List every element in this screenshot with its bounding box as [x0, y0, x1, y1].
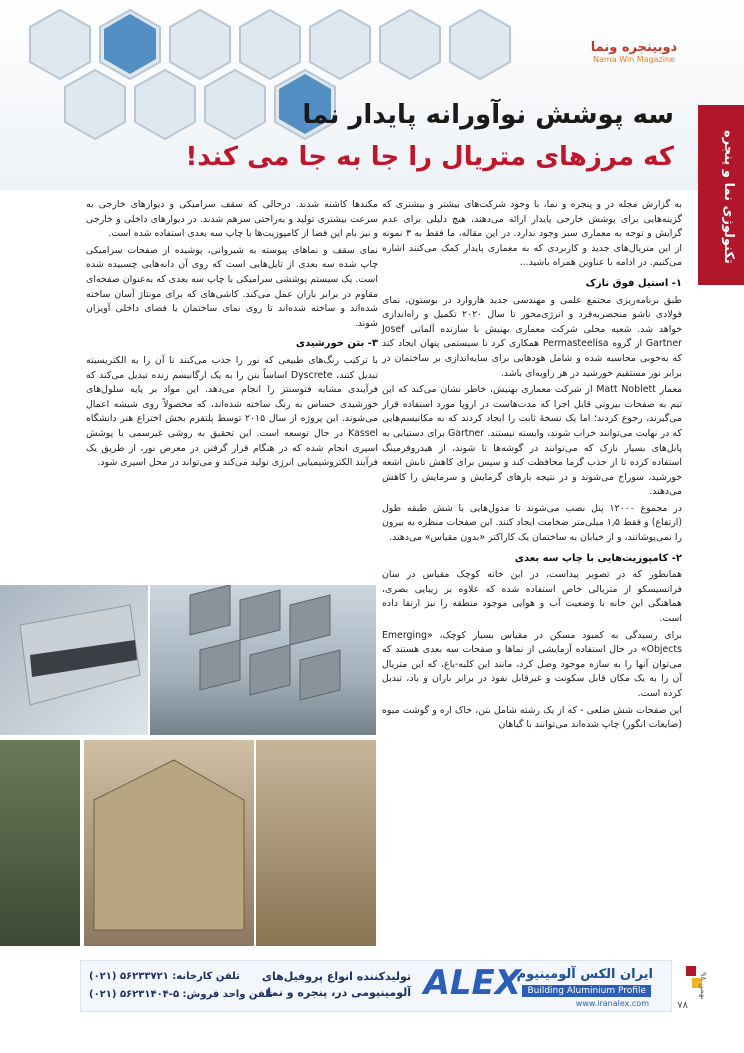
- section-heading-3: ۳- بتن خورشیدی: [295, 338, 378, 350]
- solar-concrete-tile-photo: [0, 585, 148, 735]
- section-heading-1: ۱- استیل فوق نازک: [585, 277, 682, 289]
- paragraph: با ترکیب رنگ‌های طبیعی که نور را جذب می‌کنند تا آن را به الکتریسیته تبدیل کنند، Dyscrete اساساً بتن را به یک ارگانیسم زنده تبدیل می‌کند که فرآیندی مشابه فتوسنتز را انجام می‌دهد. این مواد بر پایه سلول‌های خورشیدی حساس به رنگ ساخته شده‌اند، که محصولاً روی شیشه اعمال می‌شوند. این پروژه از سال ۲۰۱۵ توسط پلتفرم بخش اختراع هنر دانشگاه Kassel در حال توسعه است. این تحقیق به روشی غیرسمی با پوشش اسپری انجام شده که در هنگام قرار گرفتن در معرض نور، از طریق یک فرآیند الکتروشیمیایی انرژی تولید می‌کند و می‌تواند در محل اسپری شود.: [86, 354, 378, 469]
- page-number: ۷۸: [677, 1000, 688, 1011]
- article-title-line-1: سه پوشش نوآورانه پایدار نما: [302, 100, 674, 130]
- paragraph: نمای سقف و نماهای پیوسته به شیروانی، پوشیده از صفحات سرامیکی چاپ شده سه بعدی از تایل‌هایی است که روی آن دانه‌هایی چسبیده شده است. یک سیستم پوششی سرامیکی با چاپ سه بعدی که به‌عنوان صفحه‌ای مقاوم در برابر باران عمل می‌کند. کاشی‌های که برای مونتاژ آسان ساخته شده‌اند و ساخته شده‌اند تا روی نمای ساختمان یا فضای داخلی آویزان شوند.: [86, 244, 378, 329]
- paragraph: برای رسیدگی به کمبود مسکن در مقیاس بسیار کوچک، «Emerging Objects» در حال استفاده آزمایشی از نماها و صفحات سه بعدی هستند که می‌توان آنها را به سازه موجود وصل کرد، مانند این کلبه-باغ، که این متریال آن را به یک مکان قابل سکونت و غیرقابل نفوذ در برابر باران و باد، تبدیل کرده است.: [382, 629, 682, 699]
- left-column: [86, 198, 378, 473]
- paragraph: معمار Matt Noblett از شرکت معماری بهنیش، خاطر نشان می‌کند که این تیم به صفحات بیرونی قابل اجرا که مدت‌هاست در اروپا مورد استفاده قرار می‌گیرند، رجوع کردند؛ اما یک نسخهٔ ثابت را ایجاد کردند که به مکانیسم‌هایی که در نهایت می‌توانند خراب شوند، وابسته نیستند. Gartner برای دستیابی به پانل‌های بسیار نازک که می‌توانند در گوشه‌ها تا شوند، از هیدروفرمینگ استفاده کرده تا از جذب گرما محافظت کند و سپس برای کاهش تابش اشعه خورشید، سوراخ می‌شوند و در نتیجه بارهای گرمایش و سرمایش را کاهش می‌دهند.: [382, 384, 682, 498]
- tree-photo: [0, 740, 80, 946]
- intro-paragraph: به گزارش مجله در و پنجره و نما، با وجود شرکت‌های بیشتر و بیشتری که گزینه‌هایی برای پوشش خارجی پایدار ارائه می‌دهند، هیچ دلیلی برای عدم گرایش و توجه به معماری سبز وجود ندارد. در این مقاله، ما فقط به ۳ نمونه از این متریال‌های جدید و کاربردی که به معماری پایدار کمک می‌کنند اشاره می‌کنیم. در ادامه با عناوین همراه باشید...: [382, 199, 682, 269]
- sales-phone: تلفن واحد فروش: ۵-۵۶۲۳۱۴۰۴ (۰۲۱): [89, 989, 273, 1000]
- paragraph: طبق برنامه‌ریزی مجتمع علمی و مهندسی جدید هاروارد در بوستون، نمای فولادی ناشو منحصربه‌فرد و انرژی‌محور تا سال ۲۰۲۰ تکمیل و راه‌اندازی خواهد شد. شعبه محلی شرکت معماری بهنیش با سازنده آلمانی Josef Gartner از گروه Permasteelisa همکاری کرد تا سیستمی پنهان ایجاد کند که به‌خوبی محاسبه شده و شامل هودهایی برای سایه‌اندازی بر ساختمان در برابر نور مستقیم خورشید در هر زاویه‌ای باشد.: [382, 294, 682, 379]
- article-title-line-2: که مرزهای متریال را جا به جا می کند!: [185, 142, 674, 172]
- section-label: تکنولوژی نما و پنجره: [721, 130, 736, 264]
- steel-facade-photo: [150, 585, 376, 735]
- alex-logo: ALEX: [423, 963, 521, 1003]
- section-heading-2: ۲- کامپوزیت‌هایی با چاپ سه بعدی: [514, 552, 682, 564]
- paragraph: همانطور که در تصویر پیداست، در این خانه کوچک مقیاس در سان فرانسیسکو از متریالی خاص استفاده شده که علاوه بر زیبایی بصری، هماهنگی این خانه با وضعیت آب و هوایی موجود منطقه را نیز ارتقا داده است.: [382, 569, 682, 625]
- ceramic-tile-wall-photo: [256, 740, 376, 946]
- paragraph: این صفحات شش ضلعی - که از یک رشته شامل بتن، خاک اره و گوشت میوه (ضایعات انگور) چاپ شده‌اند می‌توانند با گیاهان: [382, 704, 682, 731]
- paragraph: در مجموع ۱۲۰۰۰ پنل نصب می‌شوند تا مدول‌هایی با شش طبقه طول (ارتفاع) و فقط ۱٫۵ میلی‌متر ضخامت ایجاد کنند. این صفحات منظره به بیرون را نمی‌پوشانند، و از خیابان به ساختمان یک کاراکتر «بدون مقیاس» می‌دهند.: [382, 502, 682, 544]
- advertisement-banner: [80, 960, 672, 1012]
- ad-brand-line: Building Aluminium Profile: [522, 985, 651, 997]
- magazine-logo: [584, 40, 684, 64]
- ad-tagline: تولیدکننده انواع پروفیل‌های آلومینیومی در، پنجره و نما: [261, 970, 411, 999]
- logo-text: دوبینجره ونما: [590, 40, 678, 55]
- logo-subtitle: Nama Win Magazine: [593, 55, 675, 64]
- issue-date: بهمن ۹۸: [699, 972, 708, 1000]
- factory-phone: تلفن کارخانه: ۵۶۲۳۳۷۲۱ (۰۲۱): [89, 971, 240, 982]
- right-column: [382, 198, 682, 735]
- ad-company-name: ایران الکس آلومینیوم: [516, 967, 653, 982]
- ad-website-link[interactable]: www.iranalex.com: [575, 999, 649, 1008]
- paragraph: مکندها کاشته شدند. درحالی که سقف سرامیکی و دیوارهای خارجی به سرعت بیشتری تولید و به‌راحتی سرهم شدند. در دیوارهای داخلی و خارجی و نیز بام این فضا از کامپوزیت‌ها با چاپ سه بعدی استفاده شده است.: [86, 199, 378, 240]
- 3d-printed-house-photo: [84, 740, 254, 946]
